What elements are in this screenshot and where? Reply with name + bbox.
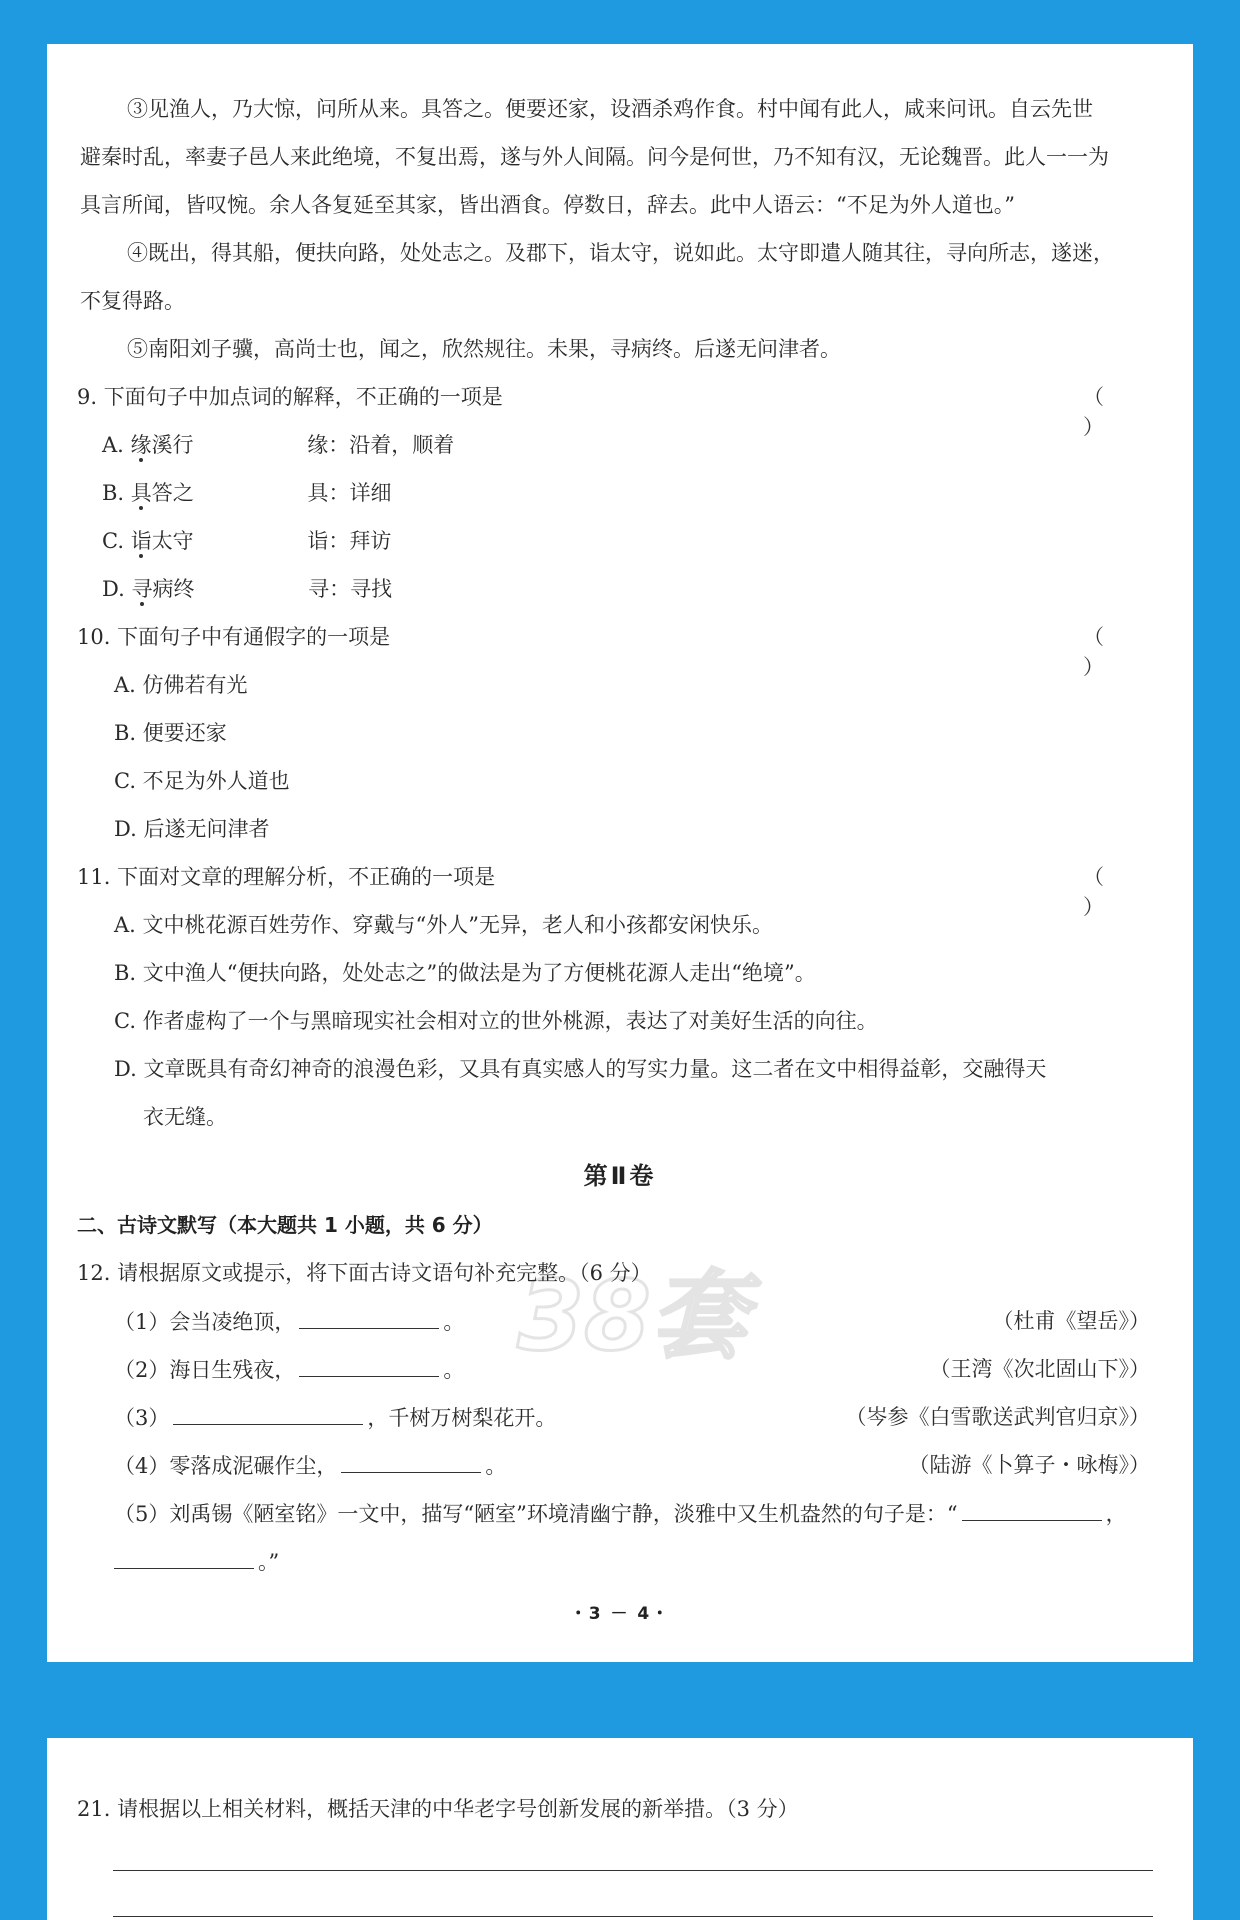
exam-page-bottom: [47, 1738, 1193, 1920]
option-phrase: 太守: [151, 529, 194, 553]
answer-blank[interactable]: [962, 1498, 1102, 1521]
q11-answer-bracket[interactable]: （ ）: [1083, 865, 1144, 919]
q11-option-c: C. 作者虚构了一个与黑暗现实社会相对立的世外桃源，表达了对美好生活的向往。: [114, 1009, 878, 1033]
q12-item-4-source: （陆游《卜算子・咏梅》）: [908, 1453, 1150, 1477]
q12-item-3: [114, 1402, 556, 1433]
q10-option-c: C. 不足为外人道也: [114, 769, 290, 793]
q12-item-5: [114, 1498, 1127, 1529]
q11-option-b: B. 文中渔人“便扶向路，处处志之”的做法是为了方便桃花源人走出“绝境”。: [114, 961, 816, 985]
dotted-word: 缘: [130, 433, 152, 457]
option-letter: D.: [102, 577, 125, 601]
item-punct: 。: [443, 1310, 465, 1334]
page-number: ・3 － 4・: [569, 1604, 671, 1624]
option-gloss: 缘：沿着，顺着: [307, 433, 455, 457]
item-text: （5）刘禹锡《陋室铭》一文中，描写“陋室”环境清幽宁静，淡雅中又生机盎然的句子是：“: [114, 1502, 958, 1526]
q10-option-d: D. 后遂无问津者: [114, 817, 270, 841]
option-letter: A.: [102, 433, 124, 457]
item-punct: 。: [485, 1454, 507, 1478]
item-text: （4）零落成泥碾作尘，: [114, 1454, 338, 1478]
item-punct: 。: [443, 1358, 465, 1382]
q12-item-5-continued: [114, 1546, 279, 1577]
q12-item-2-source: （王湾《次北固山下》）: [929, 1357, 1150, 1381]
dotted-word: 诣: [130, 529, 152, 553]
q9-stem: 9. 下面句子中加点词的解释，不正确的一项是: [77, 385, 503, 409]
q12-item-2: [114, 1354, 464, 1385]
passage-p3-line1: ③见渔人，乃大惊，问所从来。具答之。便要还家，设酒杀鸡作食。村中闻有此人，咸来问讯。自云先世: [127, 97, 1093, 121]
q9-option-d: [102, 574, 392, 604]
option-phrase: 答之: [151, 481, 194, 505]
q12-item-1-source: （杜甫《望岳》）: [992, 1309, 1150, 1333]
item-punct: 。”: [258, 1550, 280, 1574]
item-text: （3）: [114, 1406, 170, 1430]
q9-option-c: [102, 526, 391, 556]
section2-title: 二、古诗文默写（本大题共 1 小题，共 6 分）: [77, 1213, 493, 1237]
item-text: （1）会当凌绝顶，: [114, 1310, 296, 1334]
exam-page-top: [47, 44, 1193, 1662]
q12-item-1: [114, 1306, 464, 1337]
item-text: （2）海日生残夜，: [114, 1358, 296, 1382]
option-phrase: 病终: [152, 577, 195, 601]
answer-blank[interactable]: [299, 1354, 439, 1377]
answer-line-2[interactable]: [113, 1916, 1153, 1917]
q11-option-d-continued: 衣无缝。: [143, 1105, 227, 1129]
q12-item-4: [114, 1450, 506, 1481]
passage-p4-line1: ④既出，得其船，便扶向路，处处志之。及郡下，诣太守，说如此。太守即遣人随其往，寻向所志，遂迷，: [127, 241, 1114, 265]
dotted-word: 寻: [131, 577, 153, 601]
q12-stem: 12. 请根据原文或提示，将下面古诗文语句补充完整。（6 分）: [77, 1261, 652, 1285]
answer-blank[interactable]: [299, 1306, 439, 1329]
option-gloss: 具：详细: [307, 481, 392, 505]
item-punct: ，: [1105, 1502, 1127, 1526]
option-phrase: 溪行: [151, 433, 194, 457]
q21-stem: 21. 请根据以上相关材料，概括天津的中华老字号创新发展的新举措。（3 分）: [77, 1797, 799, 1821]
item-text: ，千树万树梨花开。: [367, 1406, 557, 1430]
q9-option-b: [102, 478, 391, 508]
q10-stem: 10. 下面句子中有通假字的一项是: [77, 625, 391, 649]
part2-title: 第Ⅱ卷: [583, 1162, 657, 1190]
answer-line-1[interactable]: [113, 1870, 1153, 1871]
option-gloss: 寻：寻找: [308, 577, 393, 601]
answer-blank[interactable]: [341, 1450, 481, 1473]
q10-answer-bracket[interactable]: （ ）: [1083, 625, 1144, 679]
q10-option-b: B. 便要还家: [114, 721, 227, 745]
q11-option-a: A. 文中桃花源百姓劳作、穿戴与“外人”无异，老人和小孩都安闲快乐。: [114, 913, 773, 937]
answer-blank[interactable]: [114, 1546, 254, 1569]
q10-option-a: A. 仿佛若有光: [114, 673, 248, 697]
passage-p5: ⑤南阳刘子骥，高尚士也，闻之，欣然规往。未果，寻病终。后遂无问津者。: [127, 337, 841, 361]
option-gloss: 诣：拜访: [307, 529, 392, 553]
passage-p4-line2: 不复得路。: [80, 289, 185, 313]
q9-option-a: [102, 430, 454, 460]
q11-stem: 11. 下面对文章的理解分析，不正确的一项是: [77, 865, 496, 889]
option-letter: C.: [102, 529, 124, 553]
svg-text:38套: 38套: [517, 1260, 747, 1372]
passage-p3-line2: 避秦时乱，率妻子邑人来此绝境，不复出焉，遂与外人间隔。问今是何世，乃不知有汉，无论魏晋。此人一一为: [80, 145, 1109, 169]
option-letter: B.: [102, 481, 125, 505]
passage-p3-line3: 具言所闻，皆叹惋。余人各复延至其家，皆出酒食。停数日，辞去。此中人语云：“不足为外人道也。”: [80, 193, 1015, 217]
q11-option-d: D. 文章既具有奇幻神奇的浪漫色彩，又具有真实感人的写实力量。这二者在文中相得益彰，交融得天: [114, 1057, 1047, 1081]
q12-item-3-source: （岑参《白雪歌送武判官归京》）: [845, 1405, 1150, 1429]
dotted-word: 具: [130, 481, 152, 505]
q9-answer-bracket[interactable]: （ ）: [1083, 385, 1144, 439]
answer-blank[interactable]: [173, 1402, 363, 1425]
